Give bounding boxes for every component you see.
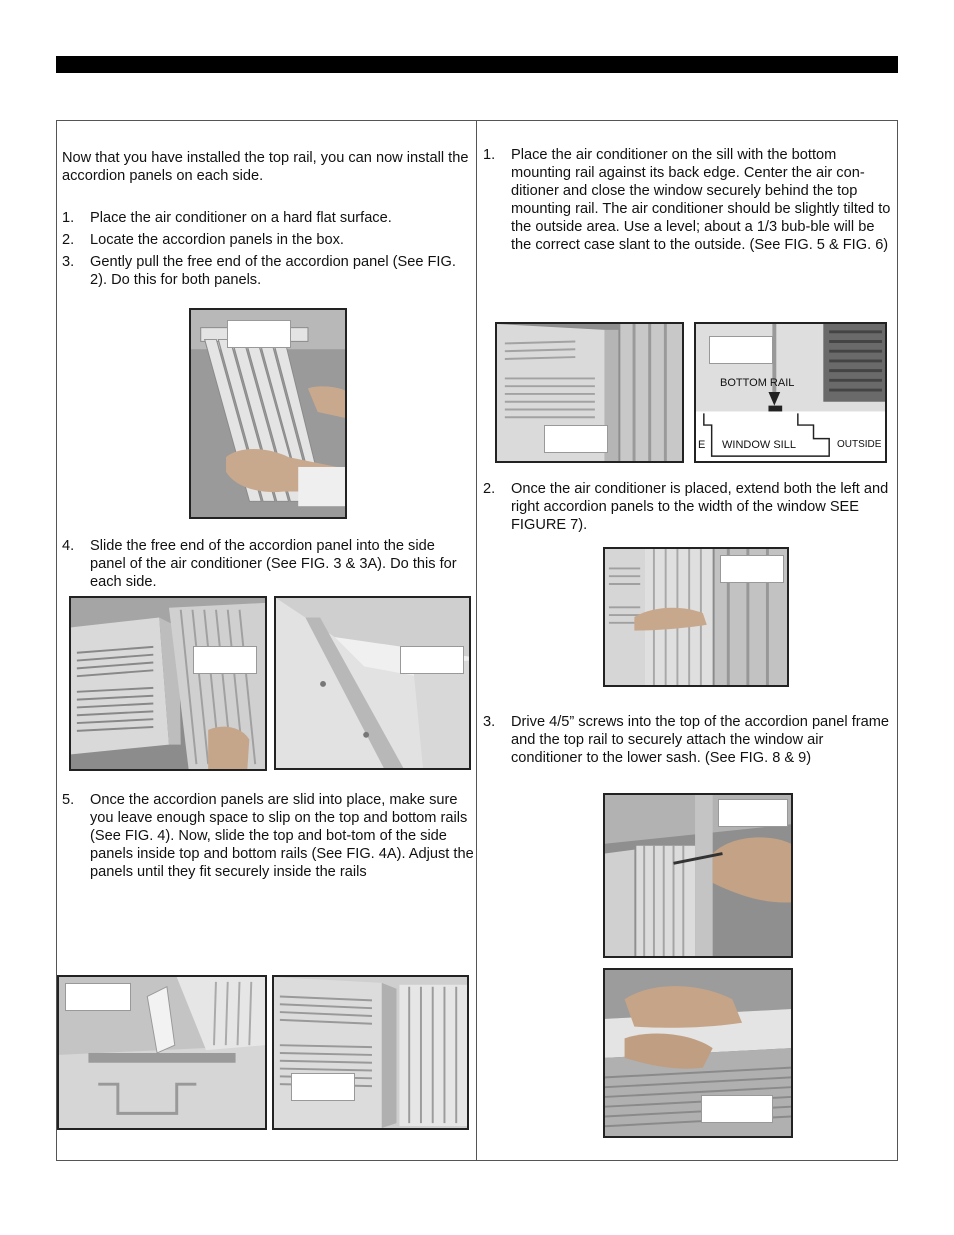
figure-label-placeholder <box>544 425 608 453</box>
step-number: 4. <box>62 538 75 554</box>
figure-3a-photo <box>274 596 471 770</box>
step-number: 3. <box>483 714 496 730</box>
step-number: 1. <box>483 147 496 163</box>
right-step-3 <box>483 713 891 767</box>
right-step-1 <box>483 146 891 272</box>
step-text: Once the accordion panels are slid into place, make sure you leave enough space to slip on the top and bottom rails (See FIG. 4). Now, slide the top and bot-tom of the side panels inside top and bottom rails (See FIG. 4A). Adjust the panels until they fit securely inside the rails <box>90 792 474 880</box>
step-text: Drive 4/5” screws into the top of the accordion panel frame and the top rail to securely attach the window air conditioner to the lower sash. (See FIG. 8 & 9) <box>511 714 890 766</box>
header-bar <box>56 56 898 73</box>
figure-label-placeholder <box>709 336 773 364</box>
step-text: Once the air conditioner is placed, extend both the left and right accordion panels to the width of the window SEE FIGURE 7). <box>511 481 889 533</box>
figure-label-placeholder <box>718 799 788 827</box>
step-number: 1. <box>62 210 75 226</box>
figure-label-placeholder <box>65 983 131 1011</box>
figure-label-placeholder <box>400 646 464 674</box>
outside-label: OUTSIDE <box>837 439 882 450</box>
step-text: Locate the accordion panels in the box. <box>90 232 344 248</box>
figure-label-placeholder <box>227 320 291 348</box>
right-step-2 <box>483 480 891 534</box>
step-number: 2. <box>483 481 496 497</box>
step-number: 2. <box>62 232 75 248</box>
column-divider <box>476 120 477 1160</box>
step-number: 5. <box>62 792 75 808</box>
figure-4-photo <box>57 975 267 1130</box>
figure-2-photo <box>189 308 347 519</box>
figure-9-photo <box>603 968 793 1138</box>
figure-7-photo <box>603 547 789 687</box>
window-sill-label: WINDOW SILL <box>722 439 796 451</box>
step-text: Place the air conditioner on a hard flat surface. <box>90 210 392 226</box>
left-step-1 <box>62 209 474 227</box>
left-step-4 <box>62 537 474 591</box>
figure-6-diagram <box>694 322 887 463</box>
figure-label-placeholder <box>701 1095 773 1123</box>
figure-5-photo <box>495 322 684 463</box>
figure-label-placeholder <box>720 555 784 583</box>
figure-3-photo <box>69 596 267 771</box>
intro-paragraph: Now that you have installed the top rail, you can now install the accordion panels on each side. <box>62 150 469 184</box>
figure-label-placeholder <box>291 1073 355 1101</box>
step-text: Place the air conditioner on the sill with the bottom mounting rail against its back edge. Center the air con-ditioner and close the window securely behind the top mounting rail. The air conditioner should be slightly tilted to the outside area. Use a level; about a 1/3 bub-ble will be the correct case slant to the outside. (See FIG. 5 & FIG. 6) <box>511 147 891 253</box>
step-number: 3. <box>62 254 75 270</box>
figure-4a-photo <box>272 975 469 1130</box>
step-text: Gently pull the free end of the accordion panel (See FIG. 2). Do this for both panels. <box>90 254 456 288</box>
step-text: Slide the free end of the accordion panel into the side panel of the air conditioner (See FIG. 3 & 3A). Do this for each side. <box>90 538 457 590</box>
bottom-rail-label: BOTTOM RAIL <box>720 377 795 389</box>
left-step-2 <box>62 231 474 249</box>
left-step-3 <box>62 253 474 289</box>
left-step-5 <box>62 791 474 899</box>
figure-label-placeholder <box>193 646 257 674</box>
figure-8-photo <box>603 793 793 958</box>
inside-fragment-label: E <box>698 439 706 451</box>
